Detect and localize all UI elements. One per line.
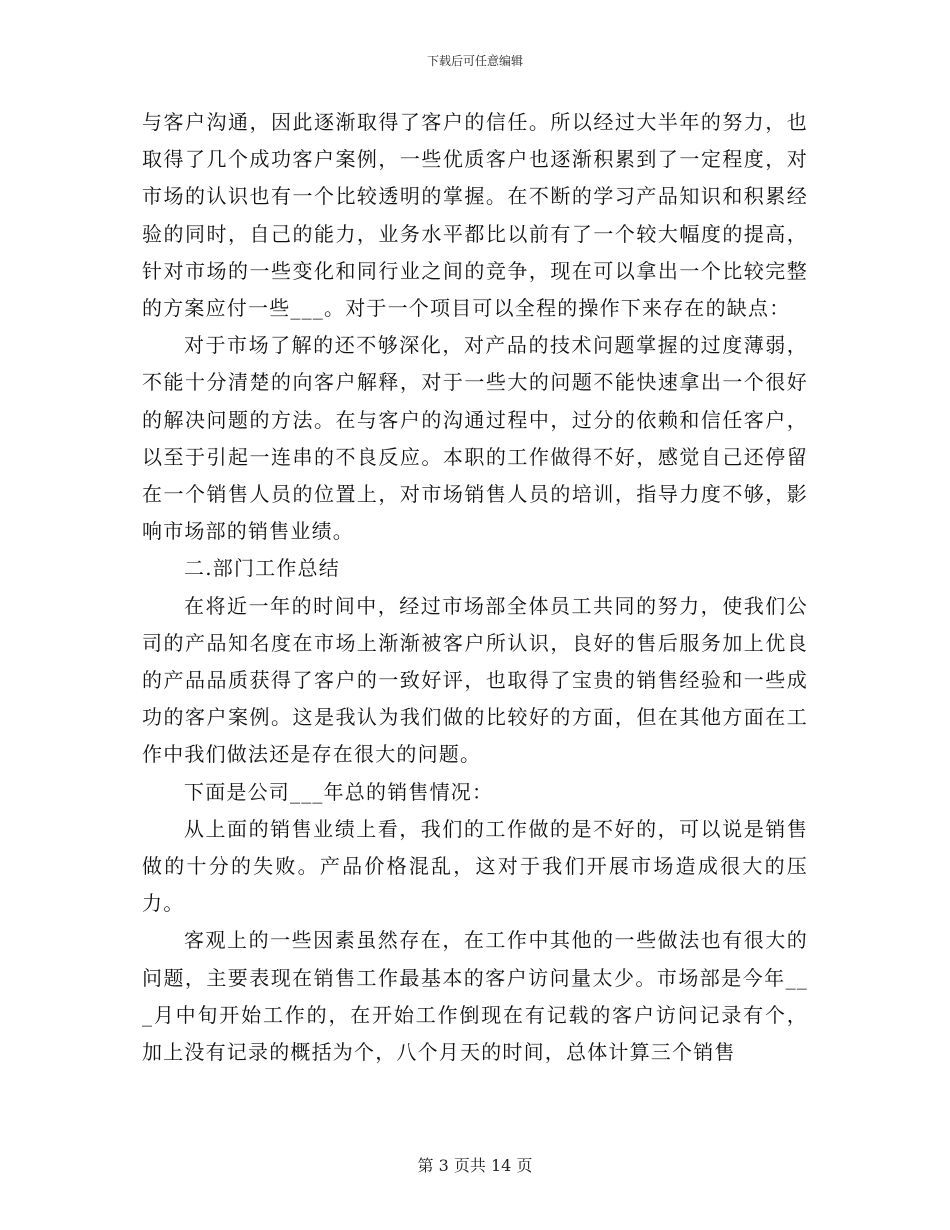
paragraph-4: 下面是公司___年总的销售情况： [184,779,494,804]
page-footer: 第 3 页共 14 页 [417,1156,533,1175]
paragraph-3: 在将近一年的时间中，经过市场部全体员工共同的努力，使我们公司的产品知名度在市场上渐渐被客户所认识，良好的售后服务加上优良的产品品质获得了客户的一致好评，也取得了宝贵的销售经验和一些成功的客户案例。这是我认为我们做的比较好的方面，但在其他方面在工作中我们做法还是存在很大的问题。 [142,593,808,767]
paragraph-1: 与客户沟通，因此逐渐取得了客户的信任。所以经过大半年的努力，也取得了几个成功客户案例，一些优质客户也逐渐积累到了一定程度，对市场的认识也有一个比较透明的掌握。在不断的学习产品知识和积累经验的同时，自己的能力，业务水平都比以前有了一个较大幅度的提高，针对市场的一些变化和同行业之间的竞争，现在可以拿出一个比较完整的方案应付一些___。对于一个项目可以全程的操作下来存在的缺点： [142,110,808,321]
paragraph-2: 对于市场了解的还不够深化，对产品的技术问题掌握的过度薄弱，不能十分清楚的向客户解释，对于一些大的问题不能快速拿出一个很好的解决问题的方法。在与客户的沟通过程中，过分的依赖和信任客户，以至于引起一连串的不良反应。本职的工作做得不好，感觉自己还停留在一个销售人员的位置上，对市场销售人员的培训，指导力度不够，影响市场部的销售业绩。 [142,333,808,544]
section-heading: 二.部门工作总结 [184,556,340,581]
page-header: 下载后可任意编辑 [426,54,523,68]
paragraph-6: 客观上的一些因素虽然存在，在工作中其他的一些做法也有很大的问题，主要表现在销售工作最基本的客户访问量太少。市场部是今年___月中旬开始工作的，在开始工作倒现在有记载的客户访问记录有个，加上没有记录的概括为个，八个月天的时间，总体计算三个销售 [142,928,808,1065]
paragraph-5: 从上面的销售业绩上看，我们的工作做的是不好的，可以说是销售做的十分的失败。产品价格混乱，这对于我们开展市场造成很大的压力。 [142,816,808,916]
document-body [142,104,808,1071]
